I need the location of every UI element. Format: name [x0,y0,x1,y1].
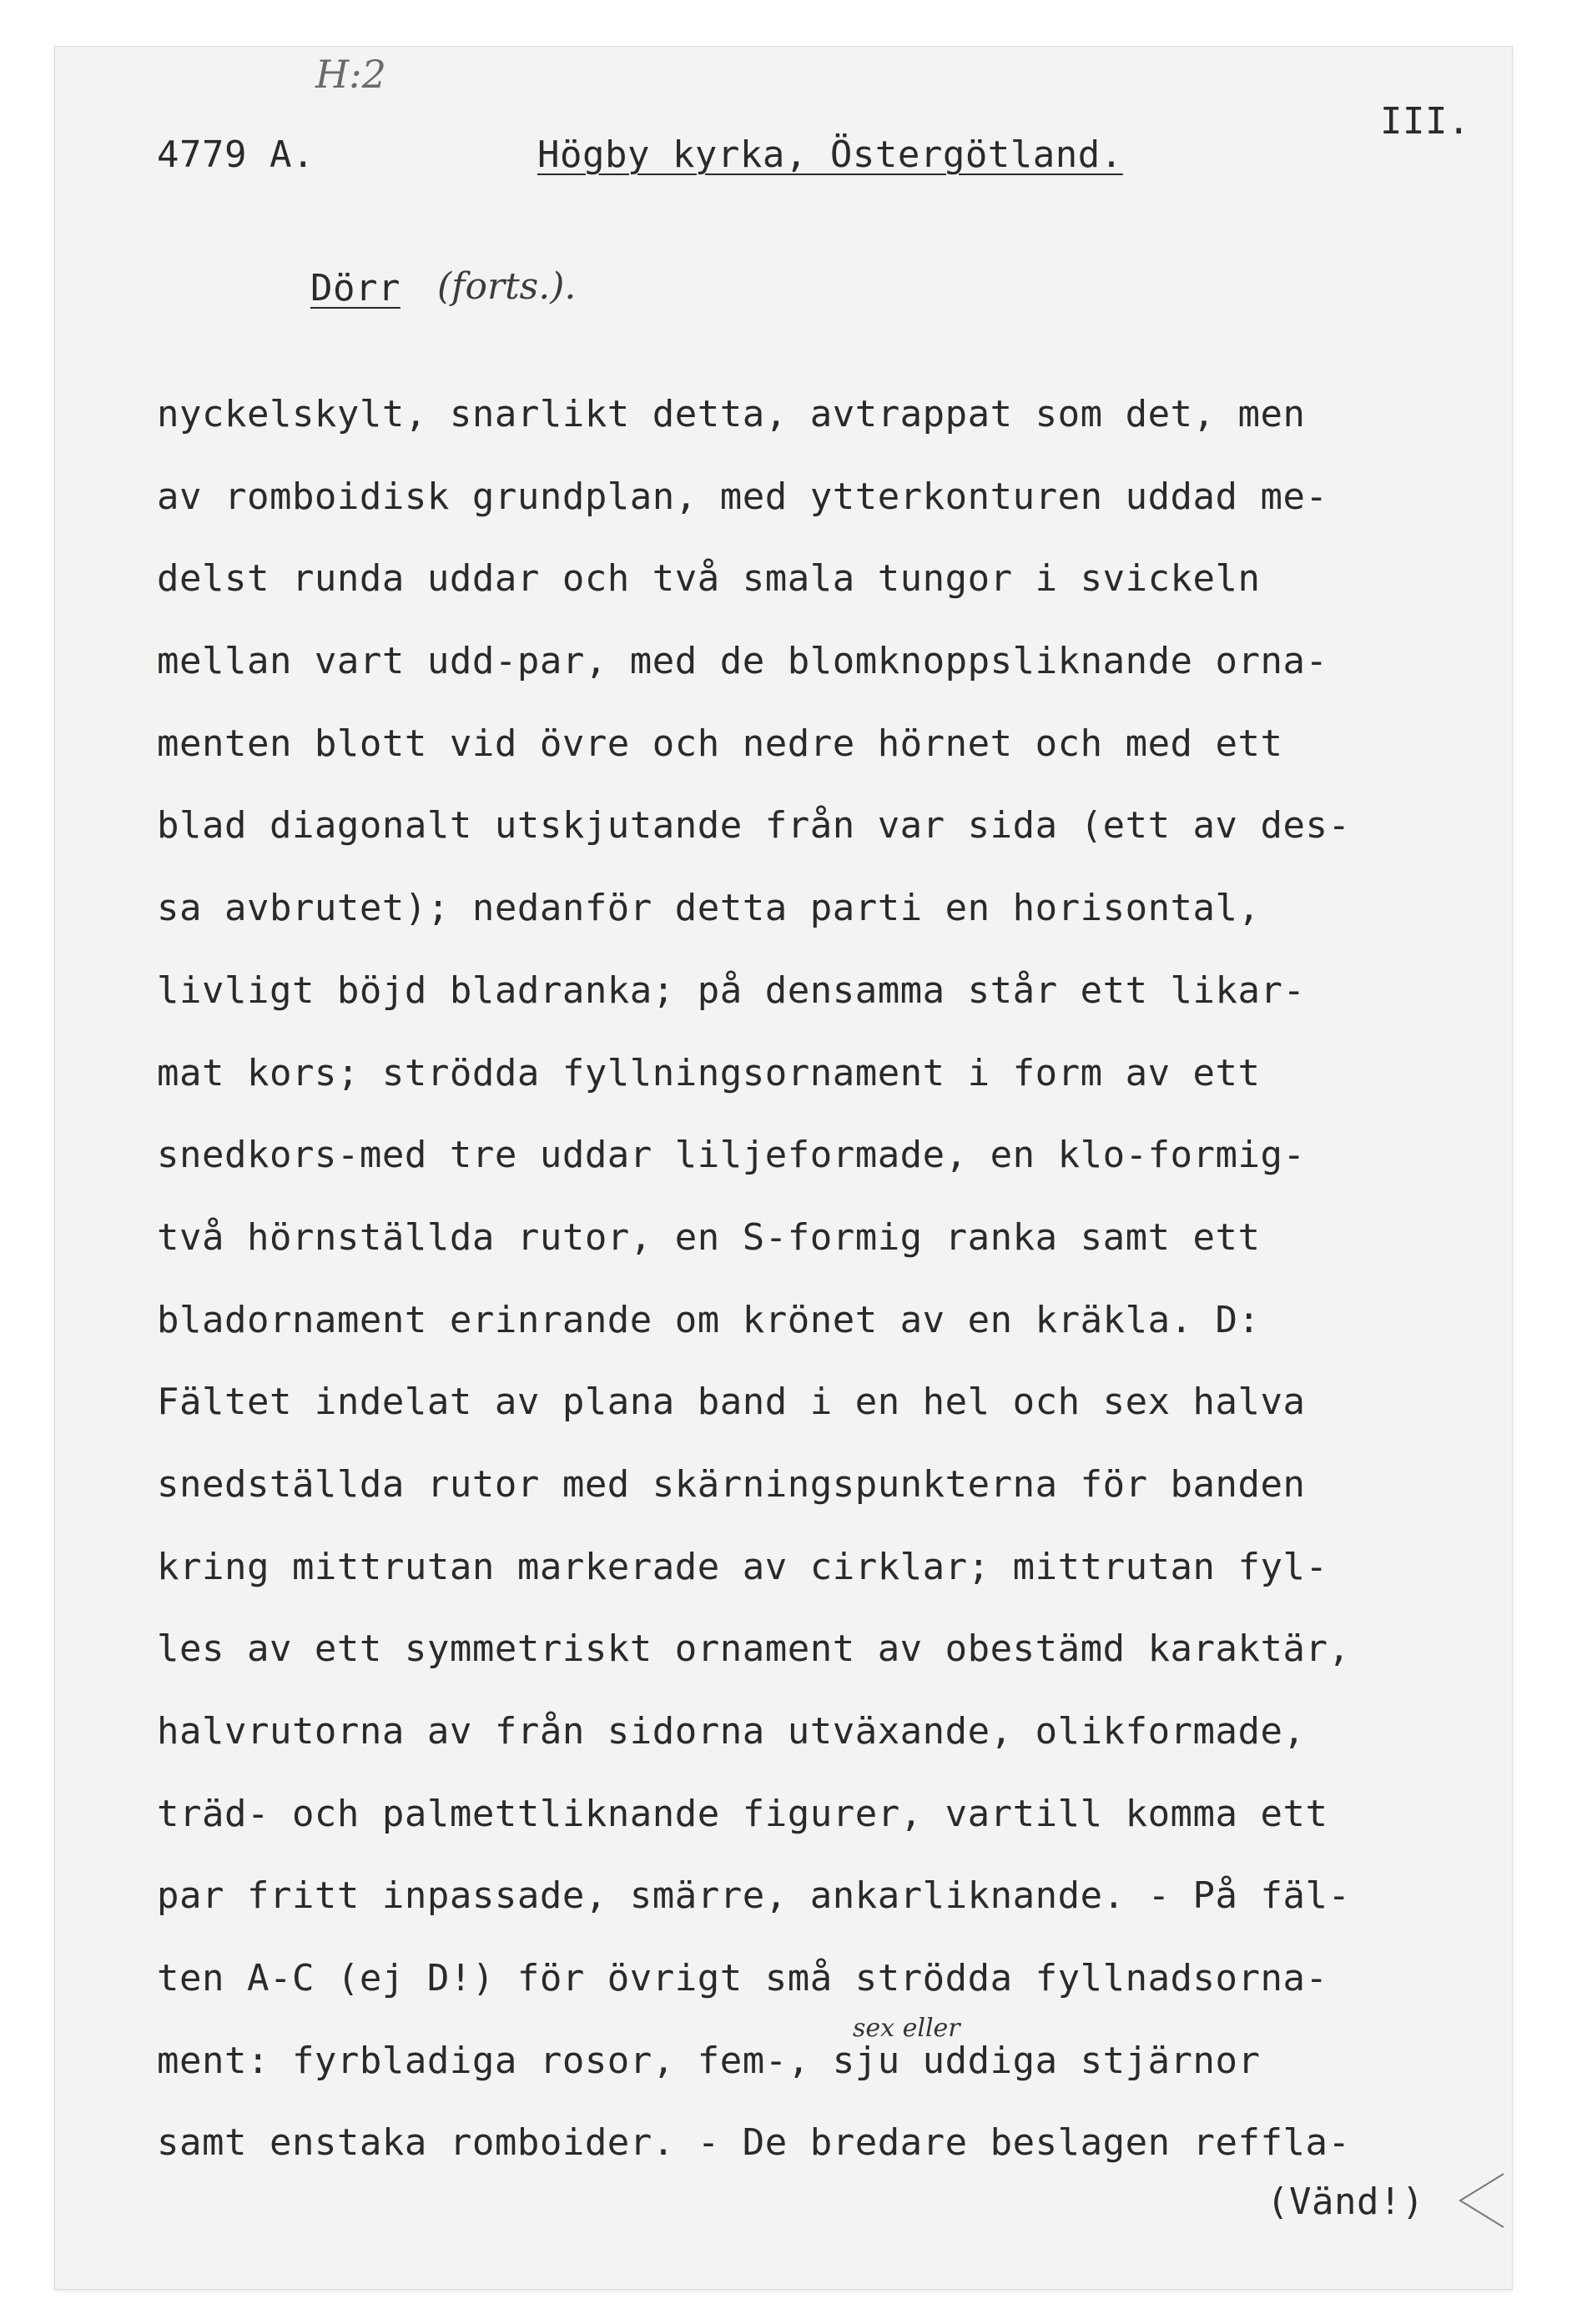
place-title: Högby kyrka, Östergötland. [537,133,1123,176]
text-line: snedkors-med tre uddar liljeformade, en klo-formig- [157,1134,1306,1177]
text-line: mellan vart udd-par, med de blomknoppsliknande orna- [157,640,1328,683]
interlinear-insertion: sex eller [853,2014,960,2043]
text-line: sa avbrutet); nedanför detta parti en horisontal, [157,887,1261,930]
subject-heading: Dörr [310,267,401,309]
continued-note: (forts.). [437,265,577,308]
text-line: bladornament erinrande om krönet av en kräkla. D: [157,1298,1261,1341]
text-line: par fritt inpassade, smärre, ankarliknande. - På fäl- [157,1874,1351,1918]
text-line: Fältet indelat av plana band i en hel och sex halva [157,1381,1306,1424]
text-line: nyckelskylt, snarlikt detta, avtrappat som det, men [157,393,1306,435]
turn-page-arrow-icon [1445,2167,1512,2234]
text-line: två hörnställda rutor, en S-formig ranka samt ett [157,1215,1261,1259]
text-line: samt enstaka romboider. - De bredare beslagen reffla- [157,2121,1351,2165]
text-line: ten A-C (ej D!) för övrigt små strödda fyllnadsorna- [157,1957,1328,2000]
text-line: ment: fyrbladiga rosor, fem-, sju uddiga stjärnor [157,2039,1261,2082]
text-line: av romboidisk grundplan, med ytterkonturen uddad me- [157,475,1328,518]
catalog-number: 4779 A. [157,133,315,176]
text-line: blad diagonalt utskjutande från var sida (ett av des- [157,804,1351,848]
archive-mark: H:2 [315,52,386,97]
text-line: träd- och palmettliknande figurer, vartill komma ett [157,1792,1328,1835]
text-line: kring mittrutan markerade av cirklar; mittrutan fyl- [157,1545,1328,1588]
text-line: menten blott vid övre och nedre hörnet och med ett [157,722,1283,765]
body-text [157,374,1509,2185]
page-number: III. [1380,100,1470,143]
turn-over-note: (Vänd!) [1267,2181,1424,2223]
text-line: mat kors; strödda fyllningsornament i form av ett [157,1051,1261,1094]
text-line: delst runda uddar och två smala tungor i svickeln [157,557,1261,601]
text-line: livligt böjd bladranka; på densamma står ett likar- [157,968,1306,1012]
text-line: halvrutorna av från sidorna utväxande, olikformade, [157,1710,1306,1753]
text-line: snedställda rutor med skärningspunkterna för banden [157,1462,1306,1506]
text-line: les av ett symmetriskt ornament av obestämd karaktär, [157,1627,1351,1671]
